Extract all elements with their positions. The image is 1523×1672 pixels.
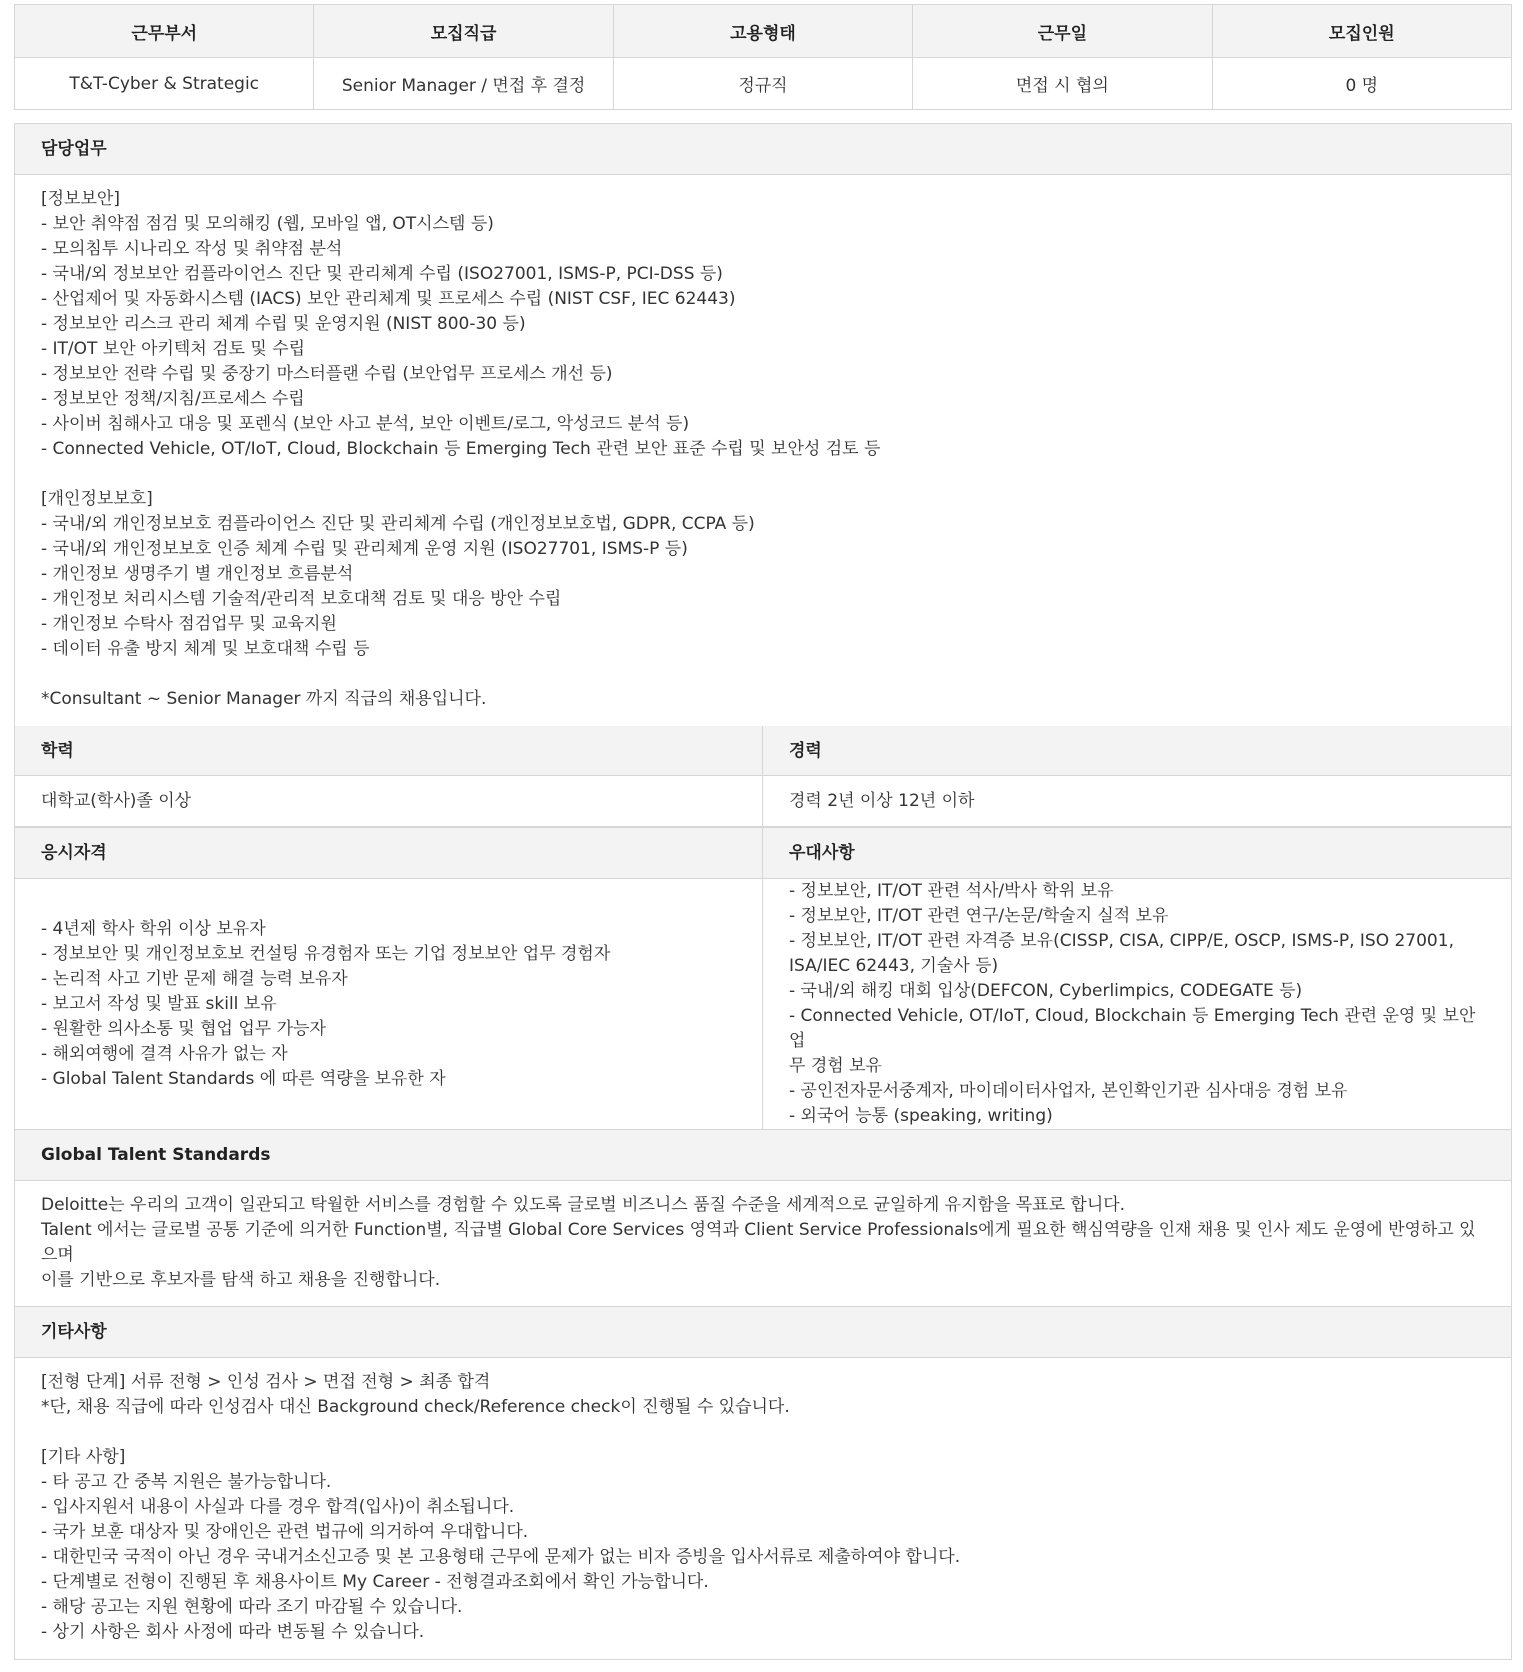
preferred-body xyxy=(763,879,1511,1129)
etc-line: [전형 단계] 서류 전형 > 인성 검사 > 면접 전형 > 최종 합격 xyxy=(41,1372,491,1392)
preferred-line: - 국내/외 해킹 대회 입상(DEFCON, Cyberlimpics, CODEGATE 등) xyxy=(789,981,1303,1001)
duties-line xyxy=(41,462,1485,487)
qualifications-body xyxy=(15,879,763,1129)
etc-line xyxy=(41,1420,1485,1445)
etc-line: - 대한민국 국적이 아닌 경우 국내거소신고증 및 본 고용형태 근무에 문제가 없는 비자 증빙을 입사서류로 제출하여야 합니다. xyxy=(41,1547,961,1567)
duties-line: - 개인정보 수탁사 점검업무 및 교육지원 xyxy=(41,614,337,634)
duties-title: 담당업무 xyxy=(15,124,1511,175)
etc-line: - 단계별로 전형이 진행된 후 채용사이트 My Career - 전형결과조회에서 확인 가능합니다. xyxy=(41,1572,709,1592)
etc-line: - 입사지원서 내용이 사실과 다를 경우 합격(입사)이 취소됩니다. xyxy=(41,1497,515,1517)
career-value: 경력 2년 이상 12년 이하 xyxy=(789,791,975,811)
qualification-line: - 해외여행에 결격 사유가 없는 자 xyxy=(41,1043,288,1064)
duties-line: - 보안 취약점 점검 및 모의해킹 (웹, 모바일 앱, OT시스템 등) xyxy=(41,214,494,234)
value-employment-type: 정규직 xyxy=(613,58,912,110)
gts-line: Talent 에서는 글로벌 공통 기준에 의거한 Function별, 직급별 Global Core Services 영역과 Client Service Professionals에게 필요한 핵심역량을 인재 채용 및 인사 제도 운영에 반영하고 있 xyxy=(41,1220,1476,1240)
preferred-line: - 공인전자문서중계자, 마이데이터사업자, 본인확인기관 심사대응 경험 보유 xyxy=(789,1081,1348,1101)
etc-line: *단, 채용 직급에 따라 인성검사 대신 Background check/Reference check이 진행될 수 있습니다. xyxy=(41,1397,790,1417)
duties-line: - Connected Vehicle, OT/IoT, Cloud, Blockchain 등 Emerging Tech 관련 보안 표준 수립 및 보안성 검토 등 xyxy=(41,439,881,459)
duties-line: - 정보보안 전략 수립 및 중장기 마스터플랜 수립 (보안업무 프로세스 개선 등) xyxy=(41,364,613,384)
value-headcount: 0 명 xyxy=(1212,58,1511,110)
qualification-line: - 보고서 작성 및 발표 skill 보유 xyxy=(41,993,277,1014)
preferred-line: 무 경험 보유 xyxy=(789,1056,882,1076)
header-workday: 근무일 xyxy=(913,5,1212,58)
summary-value-row xyxy=(15,58,1512,110)
gts-line: 으며 xyxy=(41,1245,74,1265)
duties-line: - 산업제어 및 자동화시스템 (IACS) 보안 관리체계 및 프로세스 수립 (NIST CSF, IEC 62443) xyxy=(41,289,736,309)
value-workday: 면접 시 협의 xyxy=(913,58,1212,110)
preferred-line: - 외국어 능통 (speaking, writing) xyxy=(789,1106,1053,1126)
preferred-line: - 정보보안, IT/OT 관련 자격증 보유(CISSP, CISA, CIPP/E, OSCP, ISMS-P, ISO 27001, xyxy=(789,931,1454,951)
duties-line: - 정보보안 정책/지침/프로세스 수립 xyxy=(41,389,305,409)
duties-line: [개인정보보호] xyxy=(41,489,153,509)
gts-title: Global Talent Standards xyxy=(15,1130,1511,1181)
duties-line: - 국내/외 개인정보보호 인증 체계 수립 및 관리체계 운영 지원 (ISO27701, ISMS-P 등) xyxy=(41,539,688,559)
gts-section xyxy=(14,1129,1512,1307)
etc-line: - 국가 보훈 대상자 및 장애인은 관련 법규에 의거하여 우대합니다. xyxy=(41,1522,529,1542)
value-department: T&T-Cyber & Strategic xyxy=(15,58,314,110)
qual-pref-body-row xyxy=(14,879,1512,1130)
etc-section xyxy=(14,1306,1512,1660)
education-career-row xyxy=(14,726,1512,827)
summary-table xyxy=(14,4,1512,110)
preferred-line: - Connected Vehicle, OT/IoT, Cloud, Blockchain 등 Emerging Tech 관련 운영 및 보안업 xyxy=(789,1006,1476,1051)
duties-body xyxy=(15,175,1511,724)
gts-body xyxy=(15,1181,1511,1305)
duties-line: - 정보보안 리스크 관리 체계 수립 및 운영지원 (NIST 800-30 등) xyxy=(41,314,526,334)
header-employment-type: 고용형태 xyxy=(613,5,912,58)
duties-line xyxy=(41,662,1485,687)
value-position: Senior Manager / 면접 후 결정 xyxy=(314,58,613,110)
header-position: 모집직급 xyxy=(314,5,613,58)
duties-line: *Consultant ~ Senior Manager 까지 직급의 채용입니다. xyxy=(41,689,487,709)
qualifications-head-column xyxy=(15,828,763,878)
gts-line: Deloitte는 우리의 고객이 일관되고 탁월한 서비스를 경험할 수 있도록 글로벌 비즈니스 품질 수준을 세계적으로 균일하게 유지함을 목표로 합니다. xyxy=(41,1195,1126,1215)
header-department: 근무부서 xyxy=(15,5,314,58)
duties-line: [정보보안] xyxy=(41,189,120,209)
etc-line: [기타 사항] xyxy=(41,1447,126,1467)
preferred-line: - 정보보안, IT/OT 관련 석사/박사 학위 보유 xyxy=(789,881,1114,901)
qualification-line: - 원활한 의사소통 및 협업 업무 가능자 xyxy=(41,1018,326,1039)
etc-line: - 해당 공고는 지원 현황에 따라 조기 마감될 수 있습니다. xyxy=(41,1597,463,1617)
duties-line: - 국내/외 개인정보보호 컴플라이언스 진단 및 관리체계 수립 (개인정보보호법, GDPR, CCPA 등) xyxy=(41,514,755,534)
etc-line: - 상기 사항은 회사 사정에 따라 변동될 수 있습니다. xyxy=(41,1622,425,1642)
summary-header-row xyxy=(15,5,1512,58)
preferred-head-column xyxy=(763,828,1511,878)
gts-line: 이를 기반으로 후보자를 탐색 하고 채용을 진행합니다. xyxy=(41,1270,441,1290)
preferred-line: - 정보보안, IT/OT 관련 연구/논문/학술지 실적 보유 xyxy=(789,906,1169,926)
qualification-line: - Global Talent Standards 에 따른 역량을 보유한 자 xyxy=(41,1068,446,1089)
duties-line: - 개인정보 처리시스템 기술적/관리적 보호대책 검토 및 대응 방안 수립 xyxy=(41,589,562,609)
header-headcount: 모집인원 xyxy=(1212,5,1511,58)
etc-line: - 타 공고 간 중복 지원은 불가능합니다. xyxy=(41,1472,332,1492)
etc-title: 기타사항 xyxy=(15,1307,1511,1358)
career-title: 경력 xyxy=(763,726,1511,776)
duties-line: - 국내/외 정보보안 컴플라이언스 진단 및 관리체계 수립 (ISO27001, ISMS-P, PCI-DSS 등) xyxy=(41,264,723,284)
duties-section xyxy=(14,123,1512,727)
duties-line: - 모의침투 시나리오 작성 및 취약점 분석 xyxy=(41,239,343,259)
preferred-line: ISA/IEC 62443, 기술사 등) xyxy=(789,956,999,976)
qualifications-title: 응시자격 xyxy=(15,828,762,879)
qualification-line: - 4년제 학사 학위 이상 보유자 xyxy=(41,918,266,939)
duties-line: - IT/OT 보안 아키텍처 검토 및 수립 xyxy=(41,339,306,359)
qualification-line: - 논리적 사고 기반 문제 해결 능력 보유자 xyxy=(41,968,348,989)
education-value: 대학교(학사)졸 이상 xyxy=(41,791,192,811)
qualification-line: - 정보보안 및 개인정보호보 컨설팅 유경험자 또는 기업 정보보안 업무 경험자 xyxy=(41,943,611,964)
education-title: 학력 xyxy=(15,726,762,776)
qual-pref-header-row xyxy=(14,827,1512,879)
duties-line: - 데이터 유출 방지 체계 및 보호대책 수립 등 xyxy=(41,639,370,659)
duties-line: - 개인정보 생명주기 별 개인정보 흐름분석 xyxy=(41,564,354,584)
preferred-title: 우대사항 xyxy=(763,828,1511,879)
etc-body xyxy=(15,1358,1511,1657)
education-column xyxy=(15,726,763,826)
career-column xyxy=(763,726,1511,826)
duties-line: - 사이버 침해사고 대응 및 포렌식 (보안 사고 분석, 보안 이벤트/로그, 악성코드 분석 등) xyxy=(41,414,690,434)
